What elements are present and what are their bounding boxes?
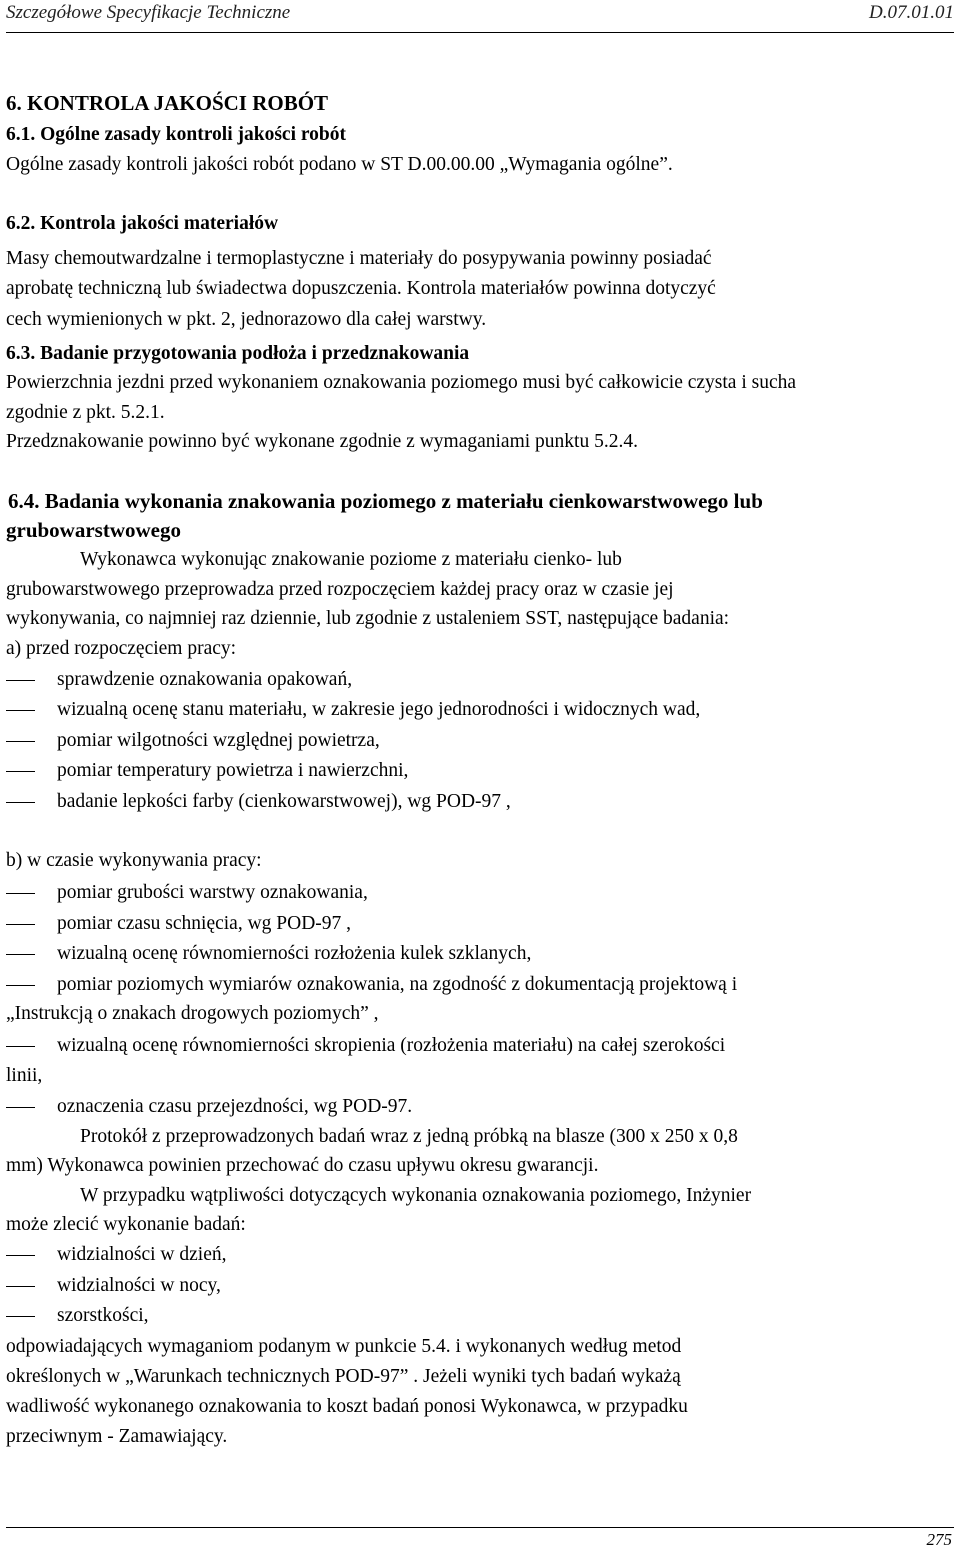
closing-line-2: określonych w „Warunkach technicznych POD-97” . Jeżeli wyniki tych badań wykażą	[6, 1366, 681, 1387]
list-dash	[6, 771, 35, 772]
header-code: D.07.01.01	[869, 2, 954, 23]
header-title: Szczegółowe Specyfikacje Techniczne	[6, 2, 291, 23]
list-dash	[6, 893, 35, 894]
list-dash	[6, 680, 35, 681]
section-6-1-text: Ogólne zasady kontroli jakości robót podano w ST D.00.00.00 „Wymagania ogólne”.	[6, 154, 673, 175]
list-dash	[6, 1316, 35, 1317]
closing-line-1: odpowiadających wymaganiom podanym w punkcie 5.4. i wykonanych według metod	[6, 1336, 682, 1357]
section-6-1-title: 6.1. Ogólne zasady kontroli jakości robót	[6, 124, 347, 145]
section-6-3-title: 6.3. Badanie przygotowania podłoża i przedznakowania	[6, 343, 470, 364]
list-a-item: pomiar wilgotności względnej powietrza,	[57, 730, 380, 751]
list-a-item: wizualną ocenę stanu materiału, w zakresie jego jednorodności i widocznych wad,	[57, 699, 701, 720]
doubts-line-2: może zlecić wykonanie badań:	[6, 1214, 246, 1235]
list-b-label: b) w czasie wykonywania pracy:	[6, 850, 262, 871]
section-6-2-line-3: cech wymienionych w pkt. 2, jednorazowo dla całej warstwy.	[6, 309, 487, 330]
page-number: 275	[926, 1530, 952, 1549]
list-a-label: a) przed rozpoczęciem pracy:	[6, 638, 237, 659]
section-6-4-para-1-line-1: Wykonawca wykonując znakowanie poziome z materiału cienko- lub	[80, 549, 622, 570]
section-6-2-line-1: Masy chemoutwardzalne i termoplastyczne i materiały do posypywania powinny posiadać	[6, 248, 712, 269]
list-dash	[6, 1286, 35, 1287]
list-b-item: pomiar czasu schnięcia, wg POD-97 ,	[57, 913, 352, 934]
running-header	[6, 2, 954, 24]
list-c-item: widzialności w dzień,	[57, 1244, 227, 1265]
list-dash	[6, 985, 35, 986]
list-b-item-continuation: linii,	[6, 1065, 43, 1086]
list-a-item: pomiar temperatury powietrza i nawierzchni,	[57, 760, 409, 781]
list-dash	[6, 1255, 35, 1256]
list-a-item: badanie lepkości farby (cienkowarstwowej), wg POD-97 ,	[57, 791, 511, 812]
section-6-2-title: 6.2. Kontrola jakości materiałów	[6, 213, 279, 234]
section-6-3-line-2: zgodnie z pkt. 5.2.1.	[6, 402, 165, 423]
section-6-4-title-line-2: grubowarstwowego	[6, 518, 181, 542]
list-b-item: pomiar poziomych wymiarów oznakowania, na zgodność z dokumentacją projektową i	[57, 974, 738, 995]
list-dash	[6, 1046, 35, 1047]
section-6-4-para-1-line-3: wykonywania, co najmniej raz dziennie, lub zgodnie z ustaleniem SST, następujące badania:	[6, 608, 730, 629]
protocol-line-2: mm) Wykonawca powinien przechować do czasu upływu okresu gwarancji.	[6, 1155, 599, 1176]
section-6-title: 6. KONTROLA JAKOŚCI ROBÓT	[6, 91, 329, 115]
section-6-2-line-2: aprobatę techniczną lub świadectwa dopuszczenia. Kontrola materiałów powinna dotyczyć	[6, 278, 716, 299]
list-b-item: wizualną ocenę równomierności skropienia (rozłożenia materiału) na całej szerokości	[57, 1035, 726, 1056]
list-dash	[6, 710, 35, 711]
list-dash	[6, 924, 35, 925]
protocol-line-1: Protokół z przeprowadzonych badań wraz z jedną próbką na blasze (300 x 250 x 0,8	[80, 1126, 738, 1147]
section-6-4-title-line-1: 6.4. Badania wykonania znakowania poziomego z materiału cienkowarstwowego lub	[8, 489, 763, 513]
header-rule	[6, 32, 954, 33]
list-b-item-continuation: „Instrukcją o znakach drogowych poziomych” ,	[6, 1003, 379, 1024]
list-a-item: sprawdzenie oznakowania opakowań,	[57, 669, 353, 690]
footer-rule	[6, 1527, 954, 1528]
list-c-item: szorstkości,	[57, 1305, 149, 1326]
doubts-line-1: W przypadku wątpliwości dotyczących wykonania oznakowania poziomego, Inżynier	[80, 1185, 752, 1206]
section-6-4-para-1-line-2: grubowarstwowego przeprowadza przed rozpoczęciem każdej pracy oraz w czasie jej	[6, 579, 674, 600]
list-b-item: wizualną ocenę równomierności rozłożenia kulek szklanych,	[57, 943, 532, 964]
list-dash	[6, 954, 35, 955]
section-6-3-line-3: Przedznakowanie powinno być wykonane zgodnie z wymaganiami punktu 5.2.4.	[6, 431, 638, 452]
list-dash	[6, 1107, 35, 1108]
list-b-item: pomiar grubości warstwy oznakowania,	[57, 882, 368, 903]
closing-line-4: przeciwnym - Zamawiający.	[6, 1426, 228, 1447]
list-c-item: widzialności w nocy,	[57, 1275, 221, 1296]
list-dash	[6, 802, 35, 803]
list-dash	[6, 741, 35, 742]
closing-line-3: wadliwość wykonanego oznakowania to koszt badań ponosi Wykonawca, w przypadku	[6, 1396, 688, 1417]
section-6-3-line-1: Powierzchnia jezdni przed wykonaniem oznakowania poziomego musi być całkowicie czysta i sucha	[6, 372, 797, 393]
list-b-item: oznaczenia czasu przejezdności, wg POD-97.	[57, 1096, 413, 1117]
